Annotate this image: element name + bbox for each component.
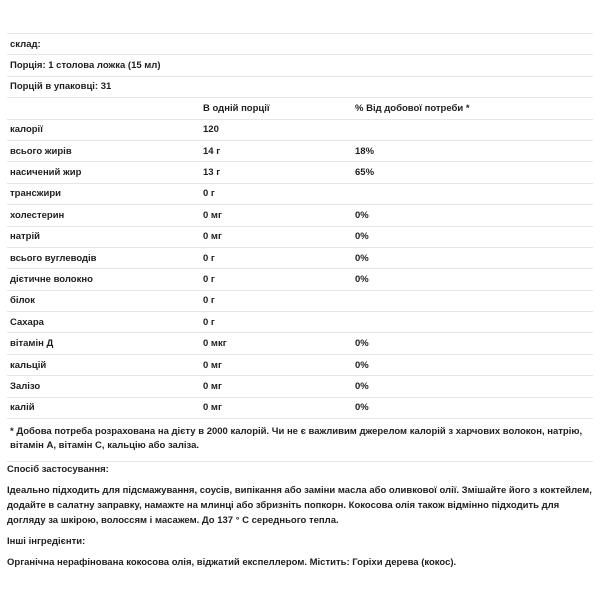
nutrient-name: всього вуглеводів	[7, 247, 200, 268]
nutrient-amount: 0 г	[200, 312, 352, 333]
table-header	[7, 98, 593, 119]
nutrient-daily-value: 0%	[352, 333, 593, 354]
nutrient-name: насичений жир	[7, 162, 200, 183]
nutrient-daily-value: 0%	[352, 397, 593, 418]
usage-title: Спосіб застосування:	[7, 464, 109, 475]
nutrient-amount: 0 мг	[200, 354, 352, 375]
nutrient-daily-value: 0%	[352, 247, 593, 268]
nutrient-amount: 0 мг	[200, 205, 352, 226]
nutrient-name: дієтичне волокно	[7, 269, 200, 290]
table-row	[7, 226, 593, 247]
table-row	[7, 354, 593, 375]
nutrient-name: натрій	[7, 226, 200, 247]
table-row	[7, 140, 593, 161]
usage-text: Ідеально підходить для підсмажування, соусів, випікання або заміни масла або оливкової олії. Змішайте його з коктейлем, додайте в салатну заправку, намажте на млинці або збризніть попкорн. Кокосова олія також відмінно підходить для догляду за шкірою, волоссям і масажем. До 137 ° C середнього тепла.	[7, 485, 592, 526]
table-row	[7, 290, 593, 311]
nutrient-name: білок	[7, 290, 200, 311]
nutrient-name: Сахара	[7, 312, 200, 333]
info-row	[7, 34, 593, 55]
header-daily-value: % Від добової потреби *	[352, 98, 593, 119]
info-row	[7, 76, 593, 97]
nutrient-daily-value: 0%	[352, 226, 593, 247]
table-row	[7, 269, 593, 290]
footnote-row	[7, 419, 593, 462]
header-per-serving: В одній порції	[200, 98, 352, 119]
table-row	[7, 333, 593, 354]
table-row	[7, 183, 593, 204]
nutrient-daily-value	[352, 119, 593, 140]
table-row	[7, 162, 593, 183]
nutrient-name: кальцій	[7, 354, 200, 375]
nutrient-name: калорії	[7, 119, 200, 140]
nutrient-amount: 0 г	[200, 183, 352, 204]
composition-label: склад:	[7, 34, 593, 55]
nutrient-amount: 0 г	[200, 269, 352, 290]
nutrient-amount: 13 г	[200, 162, 352, 183]
nutrient-amount: 0 мг	[200, 376, 352, 397]
nutrient-amount: 0 мг	[200, 397, 352, 418]
nutrient-daily-value: 0%	[352, 205, 593, 226]
nutrient-daily-value	[352, 312, 593, 333]
nutrient-name: калій	[7, 397, 200, 418]
nutrient-name: Залізо	[7, 376, 200, 397]
nutrient-amount: 120	[200, 119, 352, 140]
table-row	[7, 247, 593, 268]
nutrient-daily-value: 0%	[352, 269, 593, 290]
table-row	[7, 376, 593, 397]
nutrient-daily-value: 0%	[352, 354, 593, 375]
nutrient-name: вітамін Д	[7, 333, 200, 354]
nutrition-table	[7, 33, 593, 462]
header-empty	[7, 98, 200, 119]
table-row	[7, 312, 593, 333]
nutrient-daily-value: 18%	[352, 140, 593, 161]
table-row	[7, 205, 593, 226]
nutrient-daily-value	[352, 183, 593, 204]
nutrition-table-container	[7, 33, 593, 462]
nutrient-name: всього жирів	[7, 140, 200, 161]
nutrient-amount: 0 мг	[200, 226, 352, 247]
nutrient-amount: 0 г	[200, 290, 352, 311]
table-row	[7, 119, 593, 140]
nutrient-name: холестерин	[7, 205, 200, 226]
info-row	[7, 55, 593, 76]
nutrient-daily-value	[352, 290, 593, 311]
servings-per-container: Порцій в упаковці: 31	[7, 76, 593, 97]
nutrient-daily-value: 0%	[352, 376, 593, 397]
ingredients-title: Інші інгредієнти:	[7, 536, 86, 547]
nutrient-name: трансжири	[7, 183, 200, 204]
nutrient-amount: 14 г	[200, 140, 352, 161]
table-row	[7, 397, 593, 418]
serving-size: Порція: 1 столова ложка (15 мл)	[7, 55, 593, 76]
nutrient-amount: 0 мкг	[200, 333, 352, 354]
ingredients-text: Органічна нерафінована кокосова олія, віджатий експеллером. Містить: Горіхи дерева (кокос).	[7, 557, 457, 568]
nutrient-daily-value: 65%	[352, 162, 593, 183]
footnote: * Добова потреба розрахована на дієту в 2000 калорій. Чи не є важливим джерелом калорій з харчових волокон, натрію, вітамін А, вітамін С, кальцію або заліза.	[7, 419, 593, 462]
nutrient-amount: 0 г	[200, 247, 352, 268]
